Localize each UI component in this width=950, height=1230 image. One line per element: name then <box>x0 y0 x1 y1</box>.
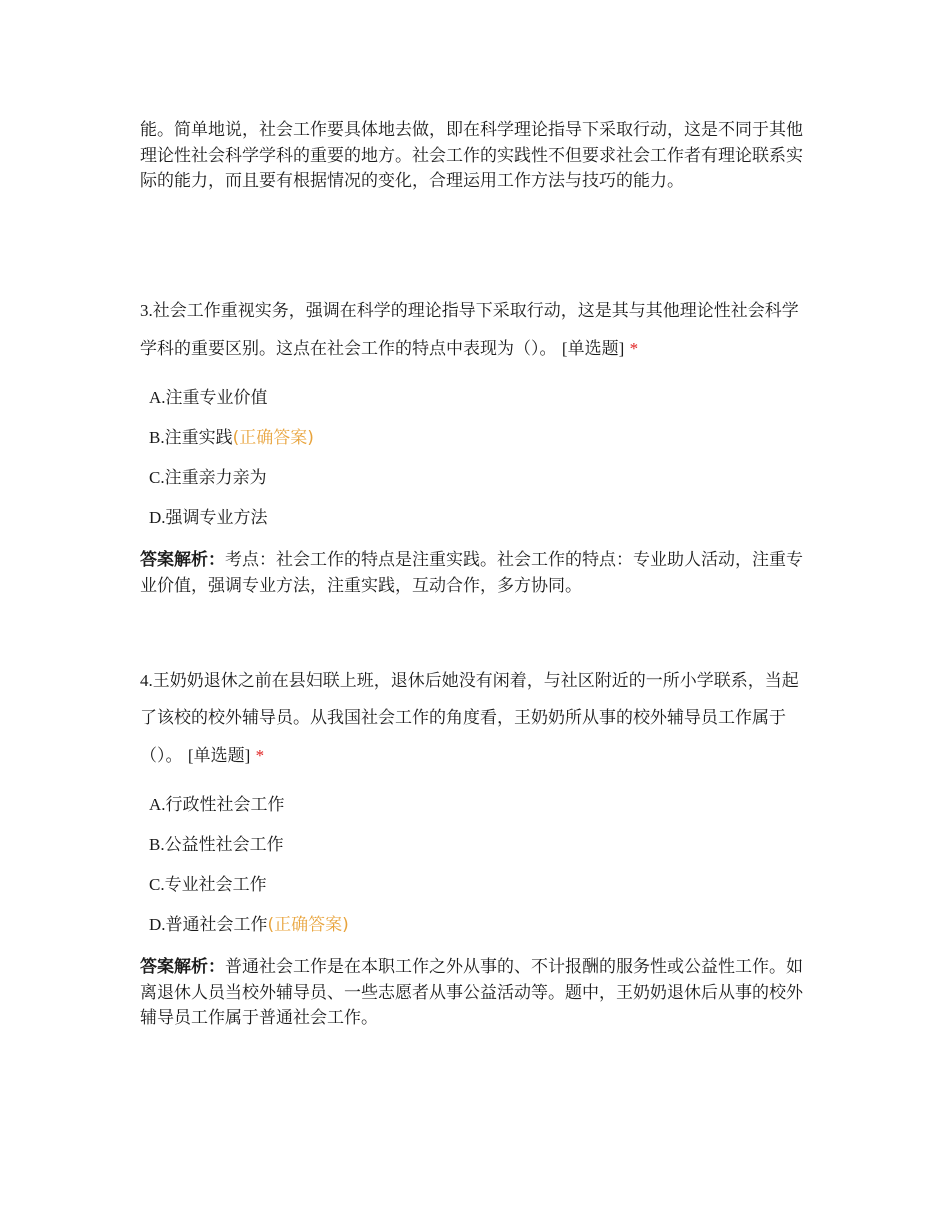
option-text: 公益性社会工作 <box>164 835 284 855</box>
option-letter: C. <box>149 875 165 894</box>
question-type-label: [单选题] <box>187 746 251 765</box>
option-c <box>149 865 812 905</box>
option-text: 注重实践 <box>164 428 233 448</box>
required-mark: * <box>255 746 265 765</box>
intro-paragraph: 能。简单地说，社会工作要具体地去做，即在科学理论指导下采取行动，这是不同于其他理论性社会科学学科的重要的地方。社会工作的实践性不但要求社会工作者有理论联系实际的能力，而且要有根据情况的变化，合理运用工作方法与技巧的能力。 <box>140 120 803 191</box>
analysis-label: 答案解析： <box>140 550 225 570</box>
answer-analysis <box>140 548 812 599</box>
option-list <box>149 785 812 945</box>
option-letter: A. <box>149 388 166 407</box>
option-text: 强调专业方法 <box>165 508 268 528</box>
answer-analysis <box>140 955 812 1032</box>
analysis-text: 普通社会工作是在本职工作之外从事的、不计报酬的服务性或公益性工作。如离退休人员当校外辅导员、一些志愿者从事公益活动等。题中，王奶奶退休后从事的校外辅导员工作属于普通社会工作。 <box>140 957 803 1028</box>
option-d <box>149 905 812 945</box>
option-text: 注重亲力亲为 <box>164 468 267 488</box>
analysis-label: 答案解析： <box>140 957 225 977</box>
option-list <box>149 378 812 538</box>
question-stem <box>140 662 812 775</box>
option-letter: D. <box>149 508 166 527</box>
option-a <box>149 785 812 825</box>
option-a <box>149 378 812 418</box>
option-b <box>149 418 812 458</box>
option-letter: B. <box>149 428 165 447</box>
option-b <box>149 825 812 865</box>
option-text: 普通社会工作 <box>165 915 268 935</box>
question-number: 3. <box>140 301 153 320</box>
question-text: 王奶奶退休之前在县妇联上班，退休后她没有闲着，与社区附近的一所小学联系，当起了该校的校外辅导员。从我国社会工作的角度看，王奶奶所从事的校外辅导员工作属于（）。 <box>140 671 799 766</box>
correct-answer-tag: (正确答案) <box>232 428 314 448</box>
question-stem <box>140 292 812 368</box>
option-text: 注重专业价值 <box>165 388 268 408</box>
required-mark: * <box>629 339 639 358</box>
question-text: 社会工作重视实务，强调在科学的理论指导下采取行动，这是其与其他理论性社会科学学科的重要区别。这点在社会工作的特点中表现为（）。 <box>140 301 799 359</box>
option-letter: B. <box>149 835 165 854</box>
option-text: 专业社会工作 <box>164 875 267 895</box>
question-3 <box>140 292 812 599</box>
question-number: 4. <box>140 671 153 690</box>
question-4 <box>140 662 812 1032</box>
option-letter: D. <box>149 915 166 934</box>
option-letter: C. <box>149 468 165 487</box>
option-d <box>149 498 812 538</box>
option-c <box>149 458 812 498</box>
option-letter: A. <box>149 795 166 814</box>
question-type-label: [单选题] <box>561 339 625 358</box>
analysis-text: 考点：社会工作的特点是注重实践。社会工作的特点：专业助人活动，注重专业价值，强调专业方法，注重实践，互动合作，多方协同。 <box>140 550 803 596</box>
option-text: 行政性社会工作 <box>165 795 285 815</box>
correct-answer-tag: (正确答案) <box>267 915 349 935</box>
